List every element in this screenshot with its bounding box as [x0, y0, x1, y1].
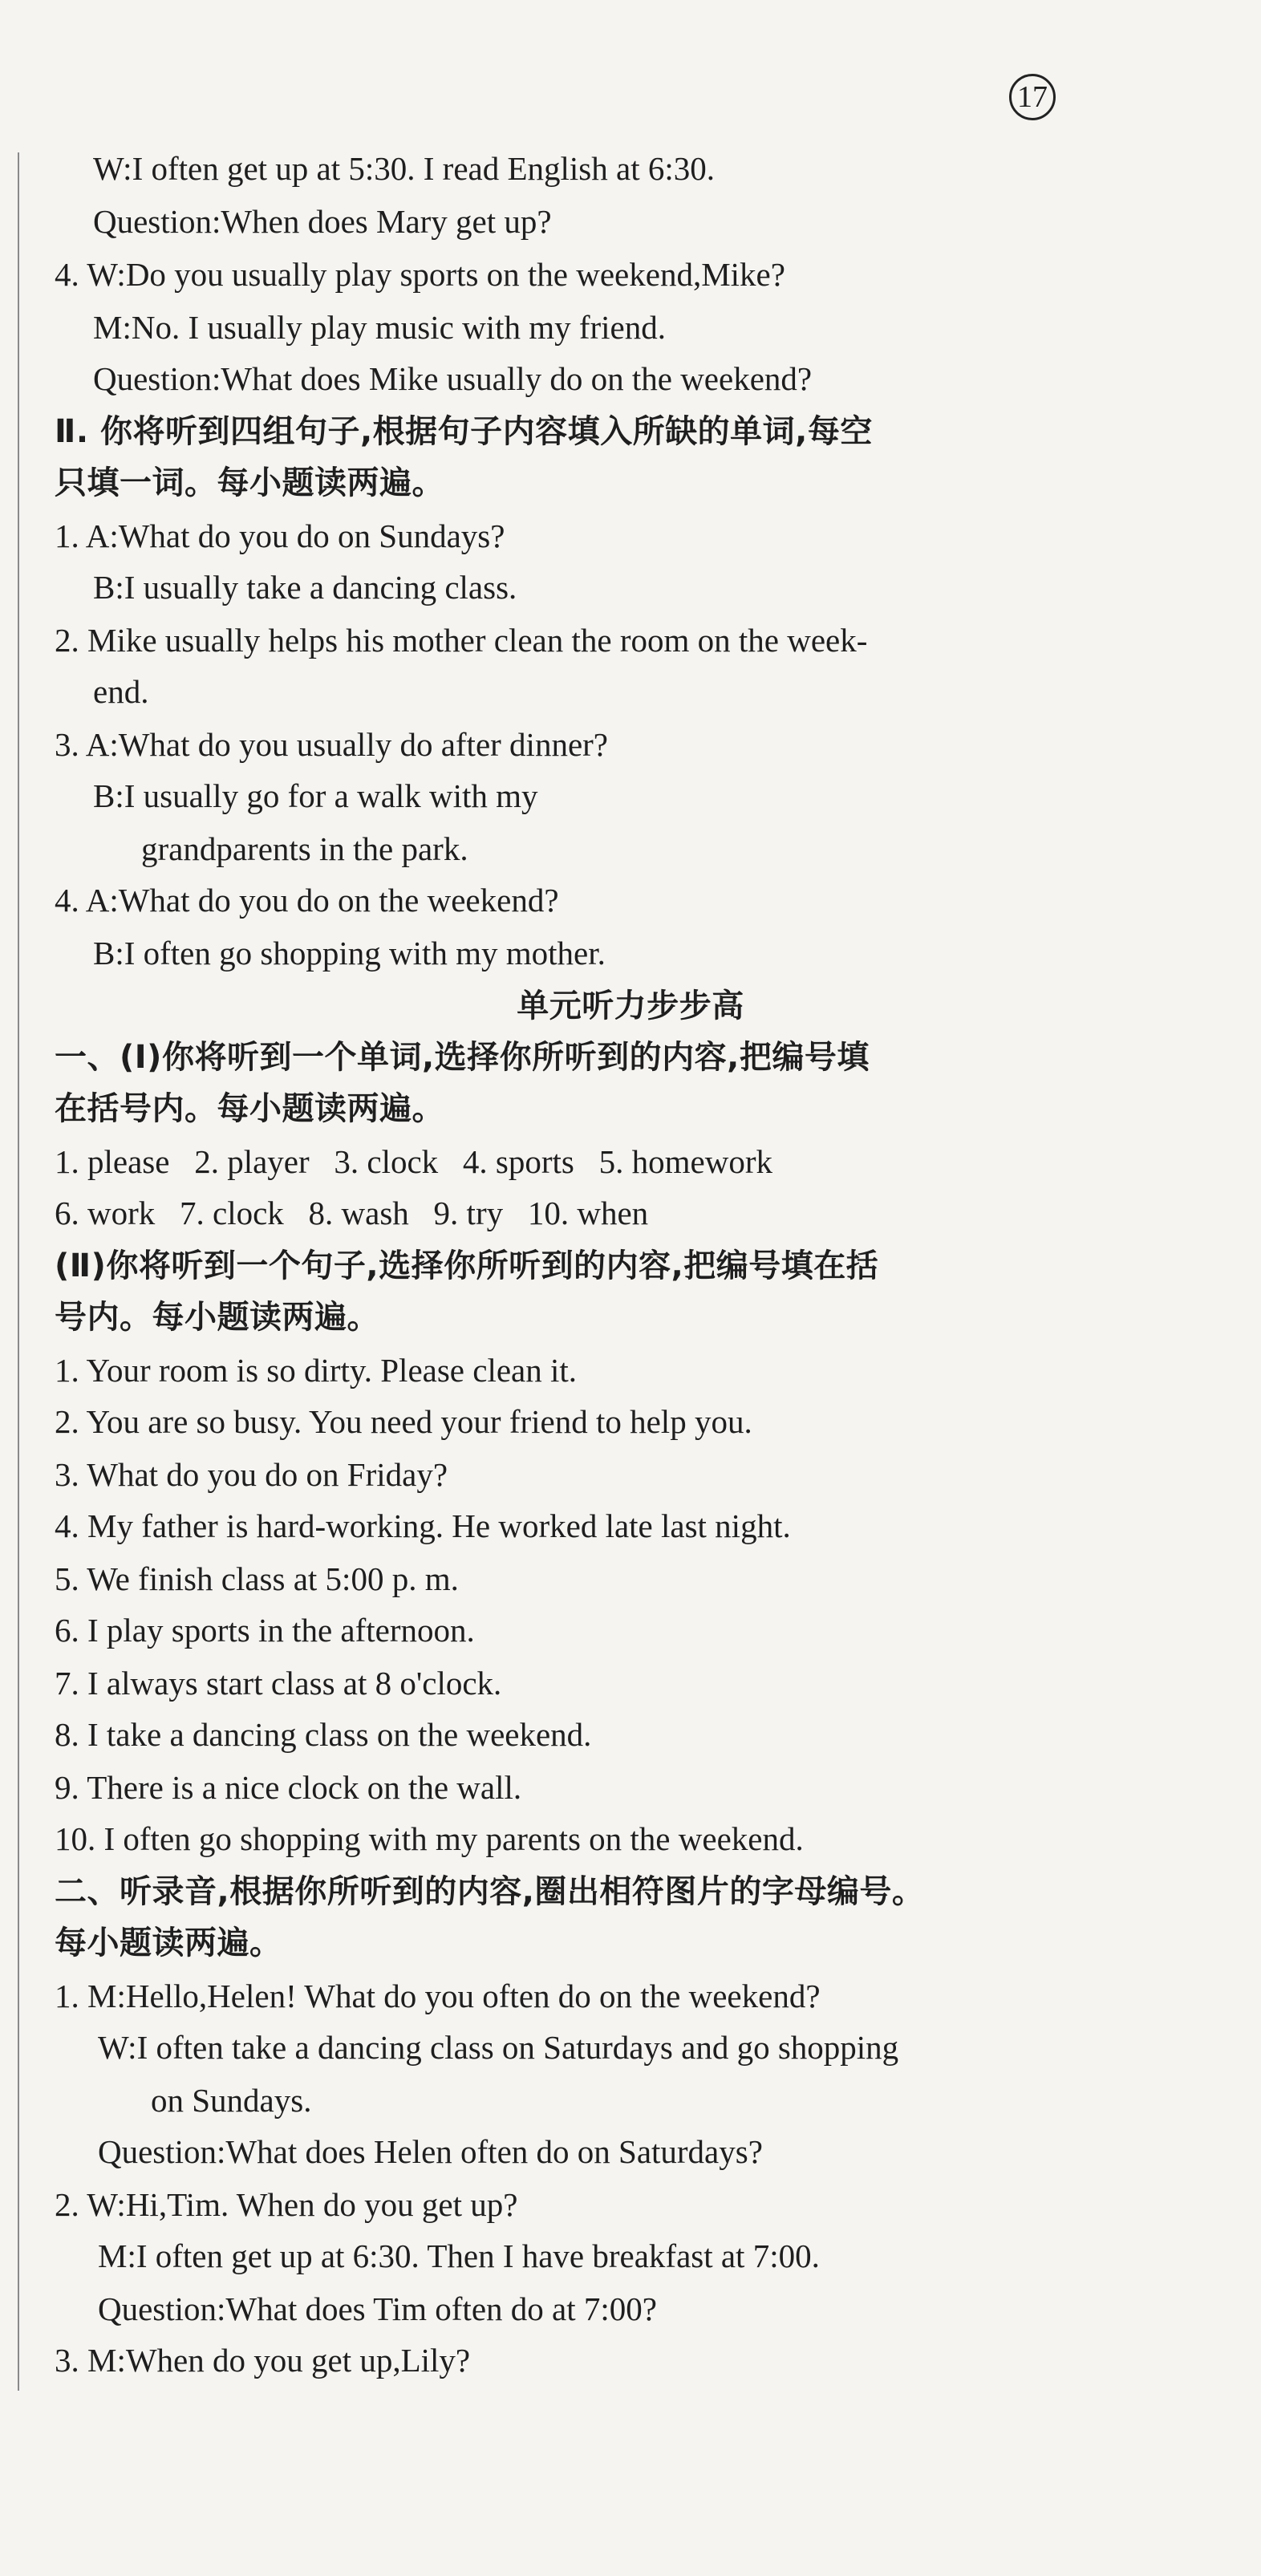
question-line: Question:What does Helen often do on Saturdays? — [98, 2133, 763, 2170]
dialogue-line: W:I often get up at 5:30. I read English at 6:30. — [93, 150, 715, 187]
dialogue-line: M:No. I usually play music with my friend. — [93, 309, 666, 346]
section-heading-part2-cont: 只填一词。每小题读两遍。 — [55, 464, 444, 501]
item-3: 3. M:When do you get up,Lily? — [55, 2342, 471, 2379]
sentence-4: 4. My father is hard-working. He worked late last night. — [55, 1507, 791, 1544]
page-number: 17 — [1009, 74, 1056, 120]
question-line: Question:What does Tim often do at 7:00? — [98, 2290, 657, 2327]
dialogue-line: M:I often get up at 6:30. Then I have breakfast at 7:00. — [98, 2237, 820, 2274]
dialogue-line-cont: on Sundays. — [151, 2082, 312, 2119]
sentence-3: 3. What do you do on Friday? — [55, 1456, 448, 1493]
section-heading-one-part2: (Ⅱ)你将听到一个句子,选择你所听到的内容,把编号填在括 — [55, 1247, 879, 1284]
item-1: 1. A:What do you do on Sundays? — [55, 517, 505, 554]
item-2: 2. W:Hi,Tim. When do you get up? — [55, 2186, 518, 2223]
item-2-cont: end. — [93, 673, 149, 710]
sentence-5: 5. We finish class at 5:00 p. m. — [55, 1560, 459, 1597]
unit-title: 单元听力步步高 — [517, 988, 744, 1024]
section-heading-one-part2-cont: 号内。每小题读两遍。 — [55, 1299, 379, 1336]
item-1: 1. M:Hello,Helen! What do you often do on the weekend? — [55, 1978, 821, 2014]
item-3: 3. A:What do you usually do after dinner? — [55, 726, 608, 763]
left-margin-rule — [18, 152, 19, 2391]
sentence-8: 8. I take a dancing class on the weekend. — [55, 1716, 592, 1753]
item-4: 4. W:Do you usually play sports on the weekend,Mike? — [55, 256, 785, 293]
dialogue-line: B:I often go shopping with my mother. — [93, 935, 606, 972]
item-4: 4. A:What do you do on the weekend? — [55, 882, 559, 919]
dialogue-line: W:I often take a dancing class on Saturdays and go shopping — [98, 2029, 899, 2066]
sentence-10: 10. I often go shopping with my parents on the weekend. — [55, 1820, 804, 1857]
sentence-1: 1. Your room is so dirty. Please clean it. — [55, 1352, 578, 1389]
dialogue-line-cont: grandparents in the park. — [141, 830, 468, 867]
section-heading-one: 一、(Ⅰ)你将听到一个单词,选择你所听到的内容,把编号填 — [55, 1039, 870, 1076]
question-line: Question:What does Mike usually do on the weekend? — [93, 360, 813, 397]
sentence-9: 9. There is a nice clock on the wall. — [55, 1769, 522, 1806]
section-heading-part2: Ⅱ. 你将听到四组句子,根据句子内容填入所缺的单词,每空 — [55, 413, 873, 450]
sentence-7: 7. I always start class at 8 o'clock. — [55, 1665, 502, 1702]
sentence-6: 6. I play sports in the afternoon. — [55, 1612, 475, 1649]
word-list-row-2: 6. work 7. clock 8. wash 9. try 10. when — [55, 1195, 649, 1231]
section-heading-one-cont: 在括号内。每小题读两遍。 — [55, 1090, 444, 1127]
dialogue-line: B:I usually go for a walk with my — [93, 777, 538, 814]
section-heading-two: 二、听录音,根据你所听到的内容,圈出相符图片的字母编号。 — [55, 1873, 925, 1910]
question-line: Question:When does Mary get up? — [93, 203, 552, 240]
sentence-2: 2. You are so busy. You need your friend to help you. — [55, 1403, 752, 1440]
dialogue-line: B:I usually take a dancing class. — [93, 569, 517, 606]
section-heading-two-cont: 每小题读两遍。 — [55, 1925, 282, 1961]
item-2: 2. Mike usually helps his mother clean the room on the week- — [55, 622, 868, 659]
word-list-row-1: 1. please 2. player 3. clock 4. sports 5. homework — [55, 1143, 772, 1180]
